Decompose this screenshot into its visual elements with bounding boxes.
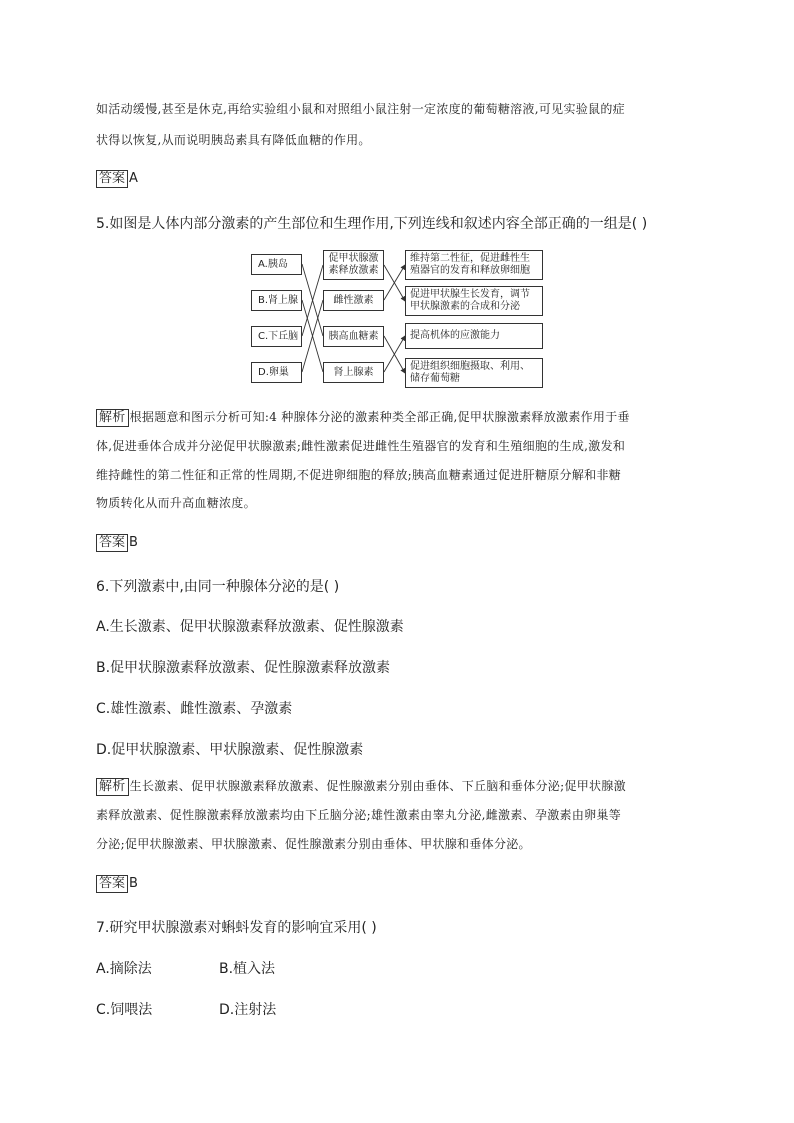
q7-option-b: B.植入法	[219, 961, 276, 977]
effect-label: 维持第二性征，促进雌性生	[410, 253, 530, 264]
gland-label: B.肾上腺	[258, 294, 299, 306]
hormone-label: 胰高血糖素	[328, 330, 379, 342]
hormone-label: 促甲状腺激	[328, 253, 379, 264]
intro-line-1: 如活动缓慢,甚至是休克,再给实验组小鼠和对照组小鼠注射一定浓度的葡萄糖溶液,可见实验鼠的症	[96, 102, 625, 116]
effect-label: 提高机体的应激能力	[410, 330, 500, 341]
effect-label: 促进甲状腺生长发育，调节	[410, 289, 530, 300]
hormone-label: 雌性激素	[333, 294, 374, 306]
q6-explain-line-3: 分泌;促甲状腺激素、甲状腺激素、促性腺激素分别由垂体、甲状腺和垂体分泌。	[96, 837, 531, 851]
q6-option-d: D.促甲状腺激素、甲状腺激素、促性腺激素	[96, 742, 364, 758]
gland-label: D.卵巢	[258, 366, 289, 378]
answer-tag: 答案	[96, 170, 128, 188]
explain-tag: 解析	[96, 778, 129, 796]
effect-label: 促进组织细胞摄取、利用、	[410, 361, 530, 372]
hormone-label: 素释放激素	[328, 265, 379, 276]
q7-stem: 7.研究甲状腺激素对蝌蚪发育的影响宜采用( )	[96, 920, 377, 936]
q7-option-d: D.注射法	[219, 1002, 277, 1018]
q5-explain-line-1	[96, 408, 630, 427]
q7-option-c: C.饲喂法	[96, 1002, 153, 1018]
q5-answer	[96, 534, 138, 552]
gland-label: C.下丘脑	[258, 330, 299, 342]
q4-answer-value: A	[129, 171, 138, 186]
q5-answer-value: B	[129, 535, 138, 550]
q5-explain-line-2: 体,促进垂体合成并分泌促甲状腺激素;雌性激素促进雌性生殖器官的发育和生殖细胞的生成,激发和	[96, 439, 626, 453]
hormone-label: 肾上腺素	[333, 366, 374, 378]
explain-text: 根据题意和图示分析可知:4 种腺体分泌的激素种类全部正确,促甲状腺激素释放激素作用于垂	[129, 410, 630, 424]
q6-option-b: B.促甲状腺激素释放激素、促性腺激素释放激素	[96, 660, 391, 676]
q6-explain-line-2: 素释放激素、促性腺激素释放激素均由下丘脑分泌;雄性激素由睾丸分泌,雌激素、孕激素由卵巢等	[96, 808, 622, 822]
q5-explain-line-3: 维持雌性的第二性征和正常的性周期,不促进卵细胞的释放;胰高血糖素通过促进肝糖原分解和非糖	[96, 468, 622, 482]
answer-tag: 答案	[96, 534, 128, 552]
q6-answer	[96, 875, 138, 893]
effect-label: 储存葡萄糖	[410, 373, 460, 384]
gland-label: A.胰岛	[258, 258, 288, 270]
explain-tag: 解析	[96, 409, 129, 427]
answer-tag: 答案	[96, 875, 128, 893]
q6-stem: 6.下列激素中,由同一种腺体分泌的是( )	[96, 579, 340, 595]
effect-label: 殖器官的发育和释放卵细胞	[410, 265, 530, 276]
q6-answer-value: B	[129, 876, 138, 891]
intro-line-2: 状得以恢复,从而说明胰岛素具有降低血糖的作用。	[96, 133, 371, 147]
q5-explain-line-4: 物质转化从而升高血糖浓度。	[96, 496, 256, 510]
q6-option-a: A.生长激素、促甲状腺激素释放激素、促性腺激素	[96, 619, 404, 635]
q7-option-a: A.摘除法	[96, 961, 152, 977]
explain-text: 生长激素、促甲状腺激素释放激素、促性腺激素分别由垂体、下丘脑和垂体分泌;促甲状腺激	[129, 779, 626, 793]
q6-option-c: C.雄性激素、雌性激素、孕激素	[96, 701, 293, 717]
effect-label: 甲状腺激素的合成和分泌	[410, 301, 520, 312]
q5-stem: 5.如图是人体内部分激素的产生部位和生理作用,下列连线和叙述内容全部正确的一组是( )	[96, 216, 648, 232]
q6-explain-line-1	[96, 777, 626, 796]
